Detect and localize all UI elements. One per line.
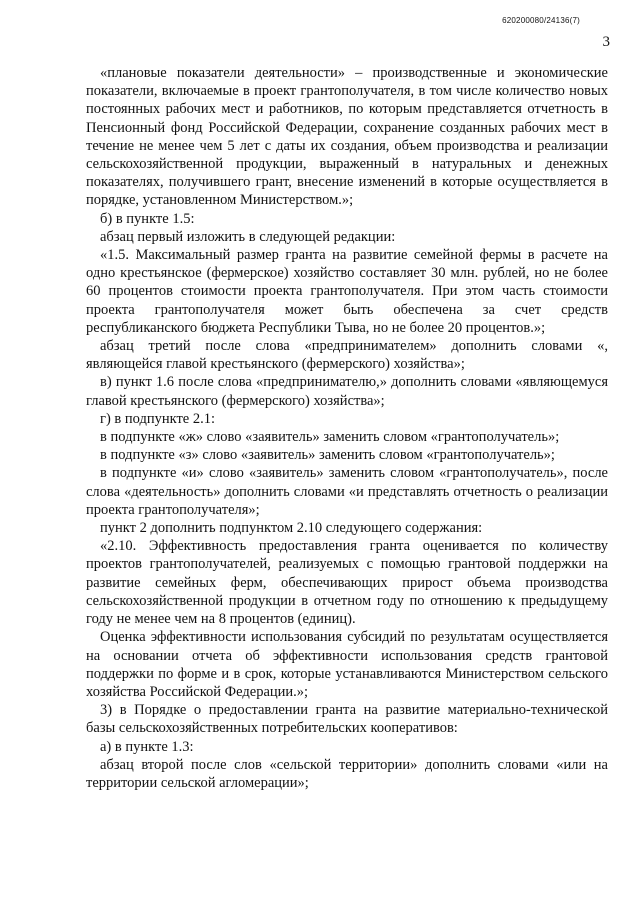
paragraph-14: 3) в Порядке о предоставлении гранта на развитие материально-технической базы сельскохозяйственных потребительских кооперативов:	[86, 702, 608, 737]
page-number: 3	[602, 34, 610, 50]
paragraph-5: абзац третий после слова «предпринимателем» дополнить словами «, являющейся главой крестьянского (фермерского) хозяйства»;	[86, 338, 608, 373]
paragraph-15: а) в пункте 1.3:	[100, 738, 194, 755]
paragraph-1: «плановые показатели деятельности» – производственные и экономические показатели, включаемые в проект грантополучателя, в том числе количество новых постоянных рабочих мест и работников, по которым представляется отчетность в Пенсионный фонд Российской Федерации, сохранение созданных рабочих мест в течение не менее чем 5 лет с даты их создания, объем производства и реализации сельскохозяйственной продукции, выраженный в натуральных и денежных показателях, получившего грант, внесение изменений в которые осуществляется в порядке, установленном Министерством.»;	[86, 65, 608, 209]
document-code: 620200080/24136(7)	[502, 16, 580, 25]
paragraph-10: в подпункте «и» слово «заявитель» заменить словом «грантополучатель», после слова «деятельность» дополнить словами «и представлять отчетность о реализации проекта грантополучателя»;	[86, 465, 608, 518]
paragraph-9: в подпункте «з» слово «заявитель» заменить словом «грантополучатель»;	[100, 447, 555, 464]
paragraph-6: в) пункт 1.6 после слова «предпринимателю,» дополнить словами «являющемуся главой крестьянского (фермерского) хозяйства»;	[86, 374, 608, 409]
paragraph-4: «1.5. Максимальный размер гранта на развитие семейной фермы в расчете на одно крестьянское (фермерское) хозяйство составляет 30 млн. рублей, но не более 60 процентов стоимости проекта грантополучателя. При этом часть стоимости проекта грантополучателя может быть обеспечена за счет средств республиканского бюджета Республики Тыва, но не более 20 процентов.»;	[86, 247, 608, 336]
paragraph-8: в подпункте «ж» слово «заявитель» заменить словом «грантополучатель»;	[100, 429, 560, 446]
paragraph-11: пункт 2 дополнить подпунктом 2.10 следующего содержания:	[100, 520, 483, 537]
paragraph-3: абзац первый изложить в следующей редакции:	[100, 228, 396, 245]
paragraph-13: Оценка эффективности использования субсидий по результатам осуществляется на основании отчета об эффективности использования средств грантовой поддержки по форме и в срок, которые устанавливаются Министерством сельского хозяйства Российской Федерации.»;	[86, 629, 608, 700]
paragraph-2: б) в пункте 1.5:	[100, 210, 195, 227]
paragraph-16: абзац второй после слов «сельской территории» дополнить словами «или на территории сельской агломерации»;	[86, 756, 608, 791]
paragraph-12: «2.10. Эффективность предоставления гранта оценивается по количеству проектов грантополучателей, реализуемых с помощью грантовой поддержки на развитие семейных ферм, обеспечивающих прирост объема производства сельскохозяйственной продукции в отчетном году по отношению к предыдущему году не менее чем на 8 процентов (единиц).	[86, 538, 608, 628]
document-body	[86, 64, 608, 792]
paragraph-7: г) в подпункте 2.1:	[100, 410, 216, 427]
